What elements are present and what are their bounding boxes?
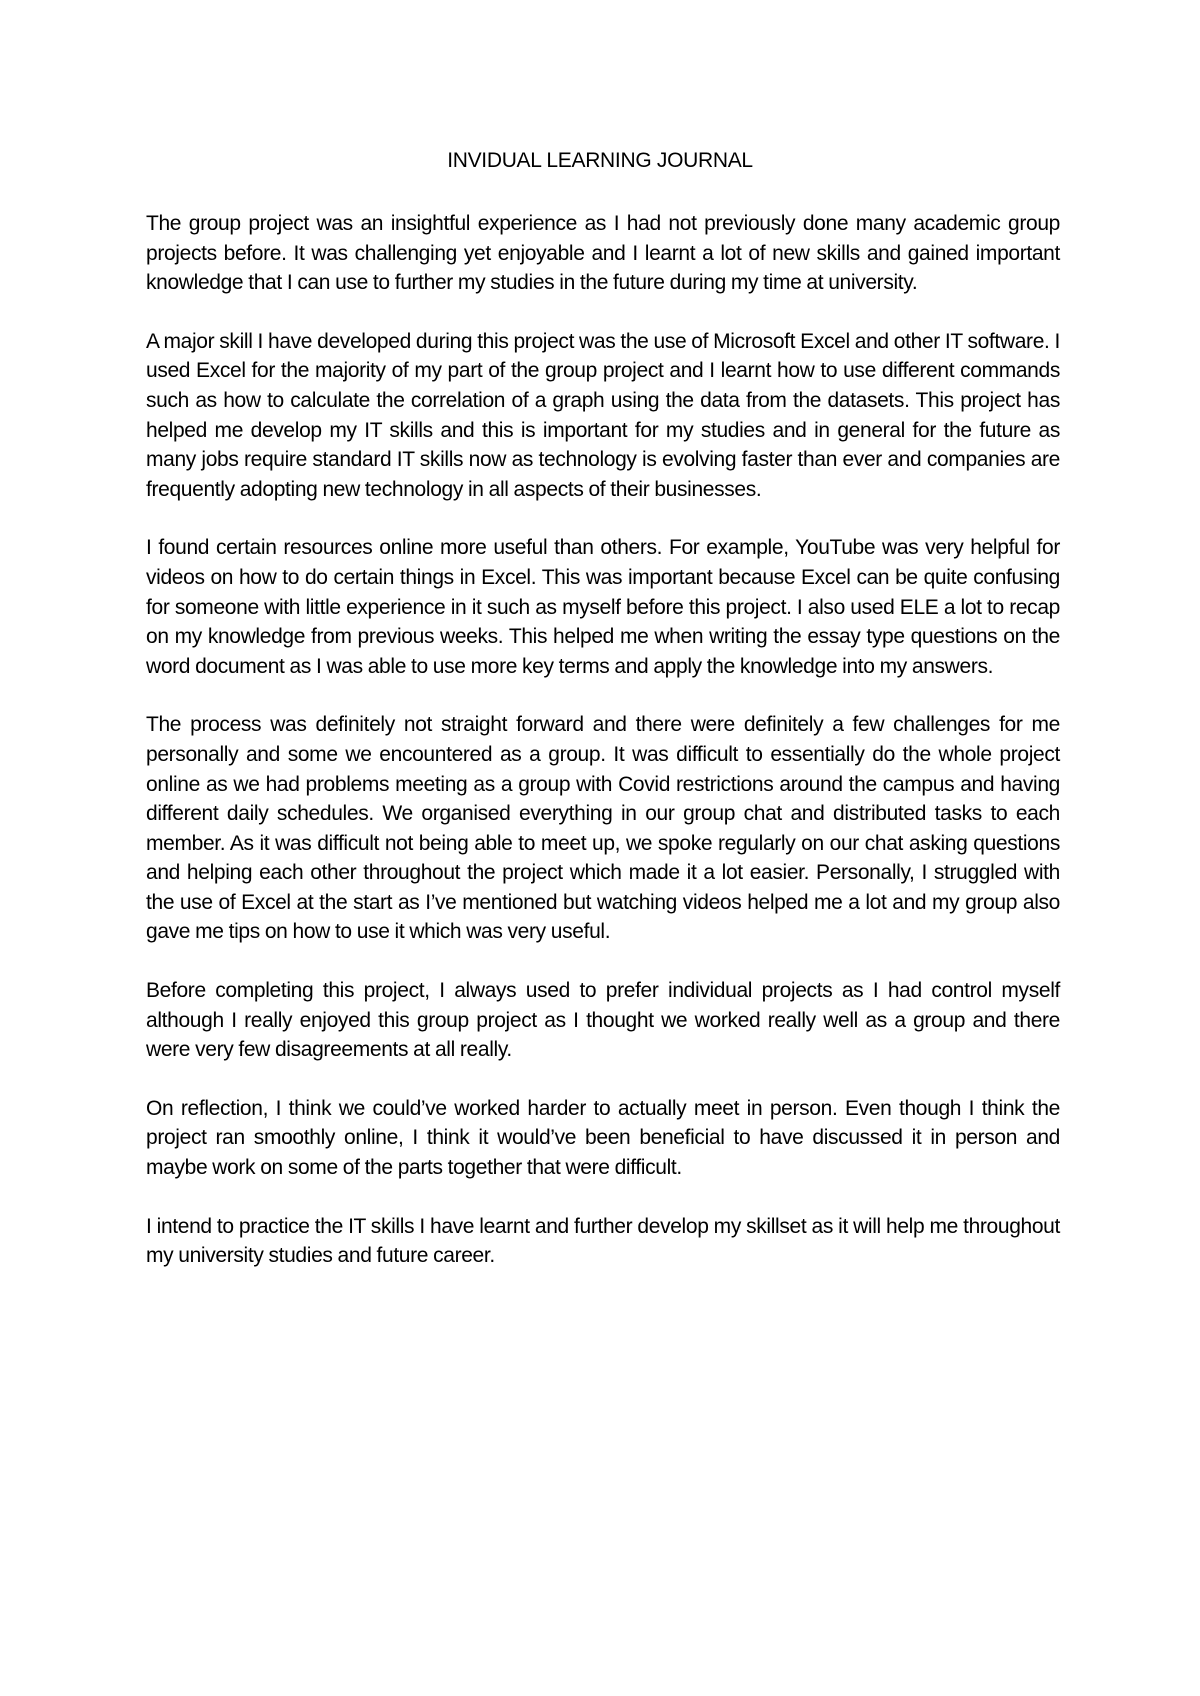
document-title: INVIDUAL LEARNING JOURNAL <box>447 149 753 172</box>
paragraph-5: Before completing this project, I always used to prefer individual projects as I had control myself although I really enjoyed this group project as I thought we worked really well as a group and there were very few disagreements at all really. <box>146 979 1060 1062</box>
paragraph-2: A major skill I have developed during this project was the use of Microsoft Excel and other IT software. I used Excel for the majority of my part of the group project and I learnt how to use different commands such as how to calculate the correlation of a graph using the data from the datasets. This project has helped me develop my IT skills and this is important for my studies and in general for the future as many jobs require standard IT skills now as technology is evolving faster than ever and companies are frequently adopting new technology in all aspects of their businesses. <box>146 329 1060 501</box>
paragraph-3: I found certain resources online more useful than others. For example, YouTube was very helpful for videos on how to do certain things in Excel. This was important because Excel can be quite confusing for someone with little experience in it such as myself before this project. I also used ELE a lot to recap on my knowledge from previous weeks. This helped me when writing the essay type questions on the word document as I was able to use more key terms and apply the knowledge into my answers. <box>146 536 1060 678</box>
paragraph-4: The process was definitely not straight forward and there were definitely a few challenges for me personally and some we encountered as a group. It was difficult to essentially do the whole project online as we had problems meeting as a group with Covid restrictions around the campus and having different daily schedules. We organised everything in our group chat and distributed tasks to each member. As it was difficult not being able to meet up, we spoke regularly on our chat asking questions and helping each other throughout the project which made it a lot easier. Personally, I struggled with the use of Excel at the start as I’ve mentioned but watching videos helped me a lot and my group also gave me tips on how to use it which was very useful. <box>146 713 1060 944</box>
document-body <box>146 209 1060 1300</box>
paragraph-6: On reflection, I think we could’ve worked harder to actually meet in person. Even though I think the project ran smoothly online, I think it would’ve been beneficial to have discussed it in person and maybe work on some of the parts together that were difficult. <box>146 1096 1060 1180</box>
paragraph-7: I intend to practice the IT skills I have learnt and further develop my skillset as it will help me throughout my university studies and future career. <box>146 1214 1060 1268</box>
paragraph-1: The group project was an insightful experience as I had not previously done many academic group projects before. It was challenging yet enjoyable and I learnt a lot of new skills and gained important knowledge that I can use to further my studies in the future during my time at university. <box>146 212 1060 295</box>
